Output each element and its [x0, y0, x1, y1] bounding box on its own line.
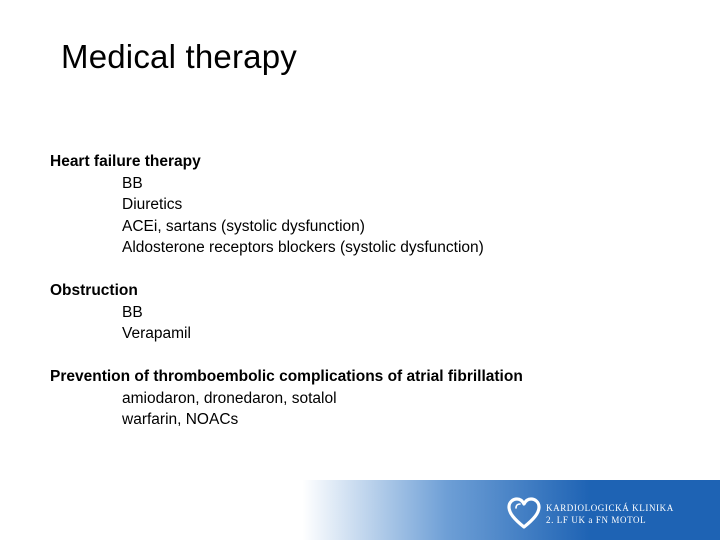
list-item: amiodaron, dronedaron, sotalol [122, 389, 337, 407]
logo-text-clinic: KARDIOLOGICKÁ KLINIKA [546, 503, 674, 513]
clinic-logo [506, 496, 674, 532]
list-item: BB [122, 174, 143, 192]
list-item: Verapamil [122, 325, 191, 342]
list-item: warfarin, NOACs [122, 411, 239, 428]
logo-text-faculty: 2. LF UK a FN MOTOL [546, 515, 647, 525]
heart-logo-icon [506, 496, 542, 530]
section-heading: Prevention of thromboembolic complications of atrial fibrillation [50, 368, 523, 385]
section-obstruction [50, 280, 523, 345]
list-item: BB [122, 303, 143, 321]
section-heading: Obstruction [50, 282, 138, 299]
list-item: ACEi, sartans (systolic dysfunction) [122, 217, 365, 235]
slide-content [50, 151, 523, 452]
section-heading: Heart failure therapy [50, 153, 201, 170]
slide-title: Medical therapy [61, 38, 297, 75]
section-thromboembolic-prevention [50, 366, 523, 431]
list-item: Aldosterone receptors blockers (systolic dysfunction) [122, 239, 484, 256]
list-item: Diuretics [122, 196, 183, 213]
section-heart-failure [50, 151, 523, 259]
